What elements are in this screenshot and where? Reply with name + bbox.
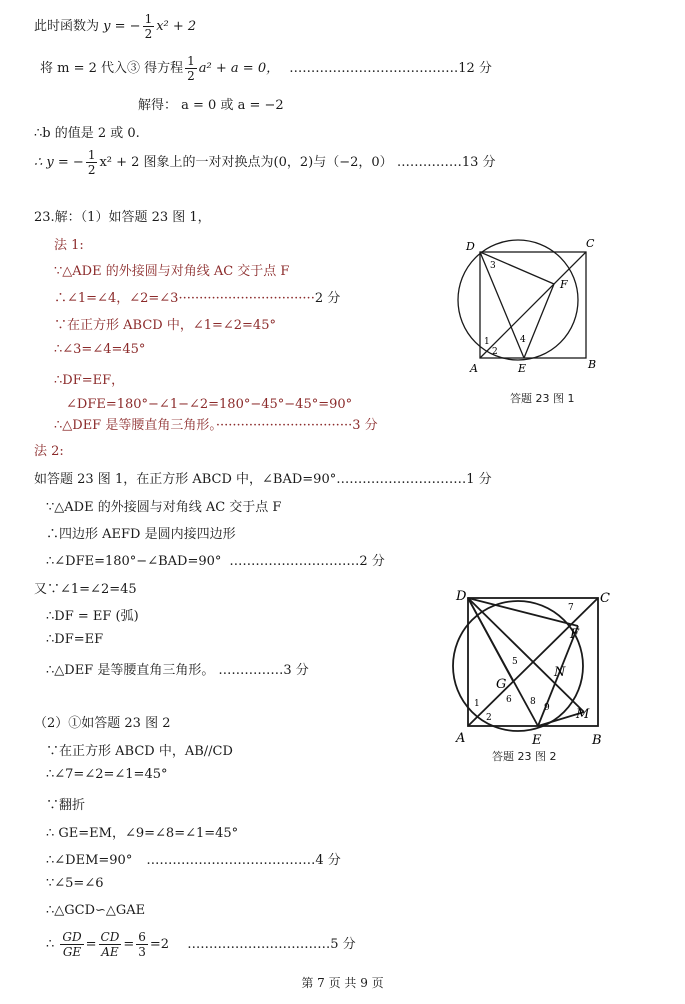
- part2-line-i: ∴ $\frac{GD}{GE}$ = $\frac{CD}{AE}$ = $\frac{6}{3}$ =2 ……………………………5 分: [46, 930, 356, 959]
- method2-line-g: ∴DF=EF: [46, 632, 104, 647]
- fig2-label-G: G: [496, 677, 507, 692]
- fig2-label-D: D: [456, 589, 467, 604]
- fig2-label-F: F: [570, 627, 580, 642]
- method2-title: 法 2:: [34, 444, 64, 459]
- fig2-label-M: M: [576, 707, 590, 722]
- part2-line-g: ∵∠5=∠6: [46, 876, 104, 891]
- part2-line-f: ∴∠DEM=90° …………………………………4 分: [46, 853, 341, 868]
- fig2-label-E: E: [532, 733, 542, 746]
- fig2-label-B: B: [592, 733, 602, 746]
- part2-line-c: ∴∠7=∠2=∠1=45°: [46, 767, 168, 782]
- line-solution: 解得： a = 0 或 a = −2: [138, 98, 284, 113]
- fig2-angle-7: 7: [568, 603, 574, 613]
- method2-line-d: ∴∠DFE=180°−∠BAD=90° …………………………2 分: [46, 554, 385, 569]
- method1-title: 法 1:: [54, 238, 84, 253]
- line-function: 此时函数为 y = − $\frac{1}{2}$ x² + 2: [34, 12, 197, 41]
- fig2-angle-5: 5: [512, 657, 518, 667]
- fig2-angle-2: 2: [486, 713, 492, 723]
- part2-line-b: ∵在正方形 ABCD 中，AB//CD: [46, 744, 233, 759]
- method1-line-b: ∴∠1=∠4，∠2=∠3·································2 分: [54, 291, 341, 306]
- line-substitute: 将 m = 2 代入③ 得方程 $\frac{1}{2}$ a² + a = 0， …………………………………12 分: [40, 54, 492, 83]
- line-exchange-points: ∴ y = − $\frac{1}{2}$ x² + 2 图象上的一对对换点为(0，2)与（−2，0） ……………13 分: [34, 148, 496, 177]
- fig1-label-F: F: [560, 278, 568, 291]
- fig2-angle-6: 6: [506, 695, 512, 705]
- method2-line-b: ∵△ADE 的外接圆与对角线 AC 交于点 F: [46, 500, 282, 515]
- fig1-angle-1: 1: [484, 337, 490, 347]
- method1-line-f: ∠DFE=180°−∠1−∠2=180°−45°−45°=90°: [66, 397, 353, 412]
- method1-line-e: ∴DF=EF，: [54, 373, 125, 388]
- fig2-label-N: N: [554, 665, 566, 680]
- figure-23-1-caption: 答题 23 图 1: [510, 392, 575, 405]
- method2-line-c: ∴四边形 AEFD 是圆内接四边形: [46, 527, 236, 542]
- fig2-label-A: A: [456, 731, 466, 746]
- line-b-value: ∴b 的值是 2 或 0.: [34, 126, 140, 141]
- fig1-label-A: A: [470, 362, 478, 375]
- part2-line-a: （2）①如答题 23 图 2: [34, 716, 171, 731]
- fig2-label-C: C: [600, 591, 610, 606]
- method1-line-a: ∵△ADE 的外接圆与对角线 AC 交于点 F: [54, 264, 290, 279]
- method2-line-e: 又∵∠1=∠2=45: [34, 582, 137, 597]
- figure-23-1: [440, 232, 610, 412]
- page-footer: 第 7 页 共 9 页: [301, 976, 384, 990]
- part2-line-h: ∴△GCD∽△GAE: [46, 903, 146, 918]
- fig2-angle-8: 8: [530, 697, 536, 707]
- fig1-label-C: C: [586, 237, 595, 250]
- q23-heading: 23.解：（1）如答题 23 图 1，: [34, 210, 211, 225]
- fig2-angle-9: 9: [544, 703, 550, 713]
- method1-line-c: ∵在正方形 ABCD 中，∠1=∠2=45°: [54, 318, 276, 333]
- method1-line-d: ∴∠3=∠4=45°: [54, 342, 146, 357]
- part2-line-e: ∴ GE=EM，∠9=∠8=∠1=45°: [46, 826, 239, 841]
- method2-line-a: 如答题 23 图 1，在正方形 ABCD 中，∠BAD=90°…………………………1 分: [34, 472, 492, 487]
- fig1-label-B: B: [588, 358, 597, 371]
- method1-line-g: ∴△DEF 是等腰直角三角形。·································3 分: [54, 418, 378, 433]
- method2-line-h: ∴△DEF 是等腰直角三角形。 ……………3 分: [46, 663, 309, 678]
- fig1-angle-4: 4: [520, 335, 526, 345]
- fig1-label-E: E: [518, 362, 527, 375]
- figure-23-2-caption: 答题 23 图 2: [492, 750, 557, 763]
- part2-line-d: ∵翻折: [46, 798, 86, 813]
- fig1-angle-3: 3: [490, 261, 496, 271]
- fig1-label-D: D: [466, 240, 475, 253]
- figure-23-2: [428, 586, 628, 746]
- fig2-angle-1: 1: [474, 699, 480, 709]
- method2-line-f: ∴DF = EF (弧): [46, 609, 139, 624]
- fig1-angle-2: 2: [492, 347, 498, 357]
